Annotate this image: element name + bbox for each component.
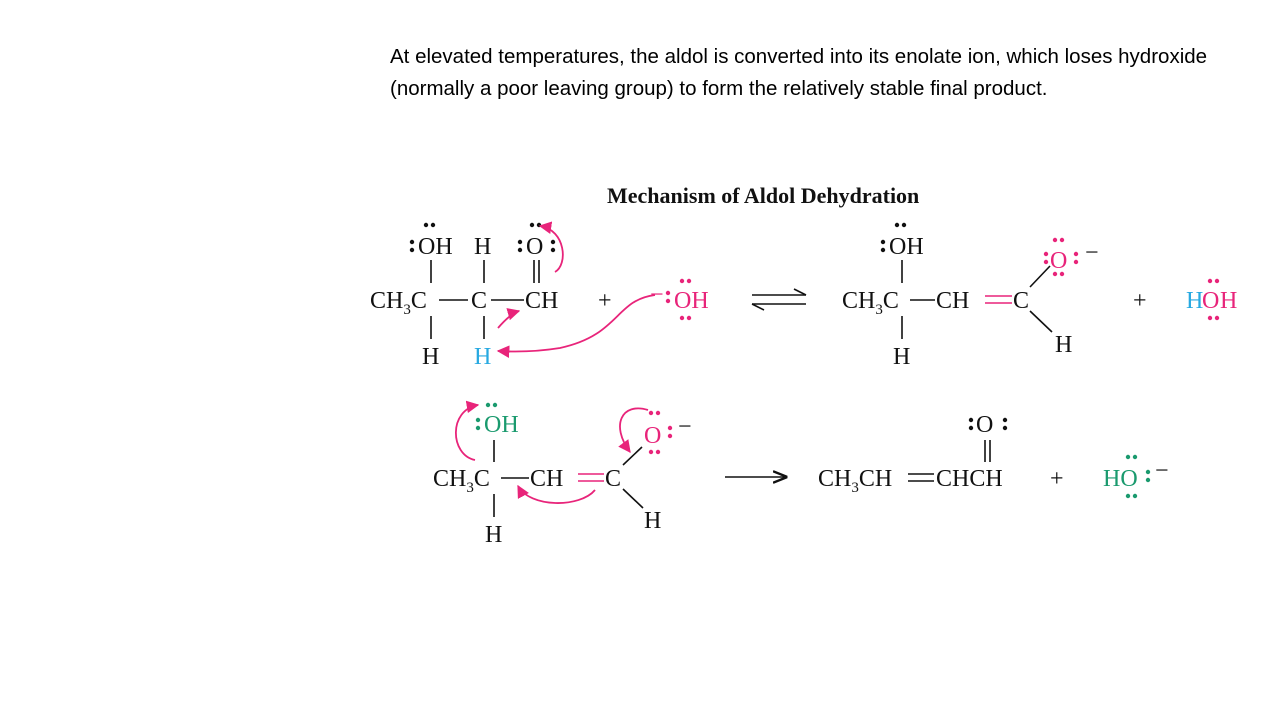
water-o-label: O xyxy=(1202,288,1220,314)
bottom-h-label: H xyxy=(893,344,911,370)
equilibrium-arrow xyxy=(752,289,806,310)
aldol-reactant xyxy=(370,223,558,370)
lone-pair-dot xyxy=(1074,260,1078,264)
bond xyxy=(1030,311,1052,332)
lone-pair-dot xyxy=(1126,494,1130,498)
chain-methyl-label xyxy=(370,288,427,318)
carbon-label: C xyxy=(1013,288,1030,314)
lone-pair-dot xyxy=(431,223,435,227)
lone-pair-dot xyxy=(656,411,660,415)
plus-sign: + xyxy=(1050,466,1064,492)
lone-pair-dot xyxy=(1053,238,1057,242)
lone-pair-dot xyxy=(1074,252,1078,256)
water-molecule xyxy=(1186,279,1237,320)
lone-pair-dot xyxy=(895,223,899,227)
lone-pair-dot xyxy=(1146,478,1150,482)
lone-pair-dot xyxy=(1044,260,1048,264)
product-formula-right: CHCH xyxy=(936,466,1003,492)
carbon-label: C xyxy=(882,288,899,314)
forward-arrow-head xyxy=(794,289,806,295)
lone-pair-dot xyxy=(881,240,885,244)
lone-pair-dot xyxy=(902,223,906,227)
lone-pair-dot xyxy=(493,403,497,407)
lone-pair-dot xyxy=(668,426,672,430)
subscript-3: 3 xyxy=(466,480,474,496)
lone-pair-dot xyxy=(1133,455,1137,459)
subscript-3: 3 xyxy=(851,480,859,496)
hydroxide-base xyxy=(650,279,709,320)
carbonyl-oxygen-label: O xyxy=(526,234,544,260)
enolate-oxygen-label: O xyxy=(1050,248,1068,274)
ch-label: CH xyxy=(842,288,876,314)
lone-pair-dot xyxy=(410,248,414,252)
enolate-oxygen-label: O xyxy=(644,423,662,449)
plus-sign: + xyxy=(1133,288,1147,314)
lone-pair-dot xyxy=(518,240,522,244)
alpha-carbon-label: C xyxy=(471,288,488,314)
lone-pair-dot xyxy=(969,426,973,430)
lone-pair-dot xyxy=(881,248,885,252)
unsaturated-aldehyde-product xyxy=(818,412,1007,496)
enolate-reactant xyxy=(433,403,692,548)
lone-pair-dot xyxy=(530,223,534,227)
subscript-3: 3 xyxy=(875,302,883,318)
bond xyxy=(1030,266,1050,287)
chain-methyl-label xyxy=(842,288,899,318)
ch-label: CH xyxy=(858,466,893,492)
lone-pair-dot xyxy=(518,248,522,252)
curved-arrow xyxy=(498,311,519,328)
lone-pair-dot xyxy=(551,248,555,252)
negative-charge: − xyxy=(1085,240,1099,266)
water-h-label: H xyxy=(1186,288,1204,314)
lone-pair-dot xyxy=(476,426,480,430)
lone-pair-dot xyxy=(687,279,691,283)
lone-pair-dot xyxy=(1208,316,1212,320)
base-oh-label: OH xyxy=(674,288,709,314)
ch-label: CH xyxy=(936,288,970,314)
carbon-label: C xyxy=(605,466,622,492)
acidic-h-label: H xyxy=(474,344,492,370)
diagram-title: Mechanism of Aldol Dehydration xyxy=(607,183,920,208)
lone-pair-dot xyxy=(666,299,670,303)
ch-label: CH xyxy=(433,466,467,492)
plus-sign: + xyxy=(598,288,612,314)
lone-pair-dot xyxy=(649,411,653,415)
carbonyl-oxygen-label: O xyxy=(976,412,994,438)
hydroxide-leaving-group xyxy=(1103,455,1169,498)
enolate-ion-product xyxy=(842,223,1099,370)
lone-pair-dot xyxy=(969,418,973,422)
reverse-arrow-head xyxy=(752,304,764,310)
ch-label: CH xyxy=(530,466,564,492)
lone-pair-dot xyxy=(1146,470,1150,474)
lone-pair-dot xyxy=(424,223,428,227)
negative-charge: − xyxy=(678,414,692,440)
lone-pair-dot xyxy=(551,240,555,244)
water-h-label: H xyxy=(1220,288,1238,314)
product-formula-left xyxy=(818,466,892,496)
subscript-3: 3 xyxy=(403,302,411,318)
lone-pair-dot xyxy=(649,450,653,454)
hydroxyl-label: OH xyxy=(484,412,519,438)
lone-pair-dot xyxy=(666,291,670,295)
carbon-label: C xyxy=(473,466,490,492)
lone-pair-dot xyxy=(687,316,691,320)
bond xyxy=(623,489,643,508)
slide-caption: At elevated temperatures, the aldol is converted into its enolate ion, which loses hydroxide (normally a poor leaving group) to form the relatively stable final product. xyxy=(390,45,1208,100)
curved-arrow xyxy=(456,405,478,460)
lone-pair-dot xyxy=(656,450,660,454)
lone-pair-dot xyxy=(476,418,480,422)
lone-pair-dot xyxy=(1126,455,1130,459)
lone-pair-dot xyxy=(1133,494,1137,498)
negative-charge: − xyxy=(650,282,664,308)
ch-label: CH xyxy=(818,466,852,492)
carbon-label: C xyxy=(410,288,427,314)
lone-pair-dot xyxy=(668,434,672,438)
lone-pair-dot xyxy=(1215,316,1219,320)
lone-pair-dot xyxy=(486,403,490,407)
lone-pair-dot xyxy=(1215,279,1219,283)
bottom-h-label: H xyxy=(485,522,503,548)
aldehyde-ch-label: CH xyxy=(525,288,559,314)
curved-arrow xyxy=(498,295,655,352)
lone-pair-dot xyxy=(1003,426,1007,430)
chain-methyl-label xyxy=(433,466,490,496)
ch-label: CH xyxy=(370,288,404,314)
lone-pair-dot xyxy=(1044,252,1048,256)
lone-pair-dot xyxy=(1208,279,1212,283)
negative-charge: − xyxy=(1155,458,1169,484)
lone-pair-dot xyxy=(410,240,414,244)
hydroxyl-label: OH xyxy=(889,234,924,260)
lone-pair-dot xyxy=(680,316,684,320)
hydroxyl-label: OH xyxy=(418,234,453,260)
bond xyxy=(623,447,642,465)
lone-pair-dot xyxy=(1003,418,1007,422)
alpha-h-label: H xyxy=(474,234,492,260)
bottom-h-label: H xyxy=(422,344,440,370)
hydroxide-label: HO xyxy=(1103,466,1138,492)
right-h-label: H xyxy=(1055,332,1073,358)
lone-pair-dot xyxy=(1060,238,1064,242)
right-h-label: H xyxy=(644,508,662,534)
lone-pair-dot xyxy=(680,279,684,283)
